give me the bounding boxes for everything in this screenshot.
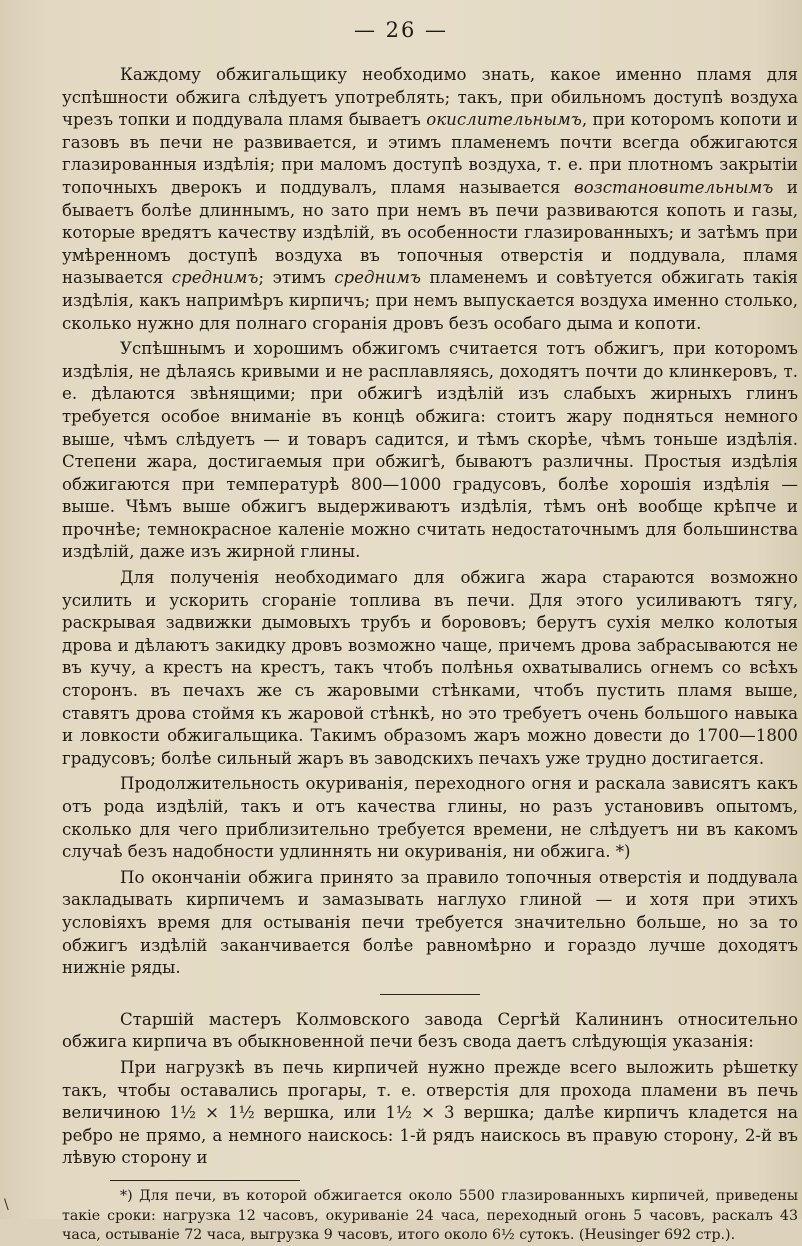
main-paragraphs xyxy=(62,64,798,980)
text-run: По окончаніи обжига принято за правило топочныя отверстія и поддувала закладывать кирпичемъ и замазывать наглухо глиной — и хотя при этихъ условіяхъ время для остыванія печи требуется значительно больше, но за то обжигъ издѣлій заканчивается болѣе равномѣрно и гораздо лучше доходятъ нижніе ряды. xyxy=(62,867,798,978)
edge-mark: \ xyxy=(4,1197,9,1213)
text-run: , при которомъ копоти и газовъ въ печи не развивается, и этимъ пламенемъ почти всегда обжигаются глазированныя издѣлія; при маломъ доступѣ воздуха, т. е. при плотномъ закрытіи топочныхъ дверокъ и поддувалъ, пламя называется xyxy=(62,110,798,197)
footnote: *) Для печи, въ которой обжигается около 5500 глазированныхъ кирпичей, приведены такіе сроки: нагрузка 12 часовъ, окуриваніе 24 часа, переходный огонь 5 часовъ, раскалъ 43 часа, остываніе 72 часа, выгрузка 9 часовъ, итого около 6½ сутокъ. (Heusinger 692 стр.). xyxy=(62,1187,798,1244)
section2-paragraph: При нагрузкѣ въ печь кирпичей нужно прежде всего выложить рѣшетку такъ, чтобы оставались прогары, т. е. отверстія для прохода пламени въ печь величиною 1½ × 1½ вершка, или 1½ × 3 вершка; далѣе кирпичъ кладется на ребро не прямо, а немного наискось: 1-й рядъ наискось въ правую сторону, 2-й въ лѣвую сторону и xyxy=(62,1057,798,1168)
italic-term: среднимъ xyxy=(334,268,421,288)
footnote-divider xyxy=(110,1180,300,1181)
text-run: Каждому обжигальщику необходимо знать, какое именно пламя для успѣшности обжига слѣдуетъ употреблять; такъ, при обильномъ доступѣ воздуха чрезъ топки и поддувала пламя бываетъ xyxy=(62,65,798,130)
page-number: — 26 — xyxy=(353,18,449,42)
italic-term: окислительнымъ xyxy=(426,110,582,130)
text-run: Успѣшнымъ и хорошимъ обжигомъ считается тотъ обжигъ, при которомъ издѣлія, не дѣлаясь кривыми и не расплавляясь, доходятъ почти до клинкеровъ, т. е. дѣлаются звѣнящими; при обжигѣ издѣлій изъ слабыхъ жирныхъ глинъ требуется особое вниманіе въ концѣ обжига: стоитъ жару подняться немного выше, чѣмъ слѣдуетъ — и товаръ садится, и тѣмъ скорѣе, чѣмъ тоньше издѣлія. Степени жара, достигаемыя при обжигѣ, бываютъ различны. Простыя издѣлія обжигаются при температурѣ 800—1000 градусовъ, болѣе хорошія издѣлія — выше. Чѣмъ выше обжигъ выдерживаютъ издѣлія, тѣмъ онѣ вообще крѣпче и прочнѣе; темнокрасное каленіе можно считать недостаточнымъ для большинства издѣлій, даже изъ жирной глины. xyxy=(62,339,798,562)
paragraph-3 xyxy=(62,567,798,770)
section2-intro: Старшій мастеръ Колмовского завода Сергѣй Калининъ относительно обжига кирпича въ обыкновенной печи безъ свода даетъ слѣдующія указанія: xyxy=(62,1009,798,1052)
paragraph-1 xyxy=(62,64,798,335)
paragraph-2 xyxy=(62,338,798,564)
paragraph-4 xyxy=(62,773,798,863)
text-run: пламенемъ и совѣтуется обжигать такія издѣлія, какъ напримѣръ кирпичъ; при немъ выпускается воздуха именно столько, сколько нужно для полнаго сгоранія дровъ безъ особаго дыма и копоти. xyxy=(62,268,799,333)
paragraph-5 xyxy=(62,867,798,980)
text-run: Для полученія необходимаго для обжига жара стараются возможно усилить и ускорить сгораніе топлива въ печи. Для этого усиливаютъ тягу, раскрывая задвижки дымовыхъ трубъ и борововъ; берутъ сухія мелко колотыя дрова и дѣлаютъ закидку дровъ возможно чаще, причемъ дрова забрасываются не въ кучу, а крестъ на крестъ, такъ чтобъ полѣнья охватывались огнемъ со всѣхъ сторонъ. въ печахъ же съ жаровыми стѣнками, чтобъ пустить пламя выше, ставятъ дрова стоймя къ жаровой стѣнкѣ, но это требуетъ очень большого навыка и ловкости обжигальщика. Такимъ образомъ жаръ можно довести до 1700—1800 градусовъ; болѣе сильный жаръ въ заводскихъ печахъ уже трудно достигается. xyxy=(62,568,798,768)
body-text xyxy=(62,64,798,1246)
text-run: и бываетъ болѣе длиннымъ, но зато при немъ въ печи развиваются копоть и газы, которые вредятъ качеству издѣлій, въ особенности глазированныхъ; и затѣмъ при умѣренномъ доступѣ воздуха въ топочныя отверстія и поддувала, пламя называется xyxy=(62,177,798,288)
italic-term: среднимъ xyxy=(171,268,259,288)
text-run: ; этимъ xyxy=(258,268,335,288)
section-divider xyxy=(380,994,480,995)
text-run: Продолжительность окуриванія, переходного огня и раскала зависятъ какъ отъ рода издѣлій, такъ и отъ качества глины, но разъ установивъ опытомъ, сколько для чего приблизительно требуется времени, не слѣдуетъ ни въ какомъ случаѣ безъ надобности удлиннять ни окуриванія, ни обжига. *) xyxy=(62,774,798,862)
italic-term: возстановительнымъ xyxy=(574,177,774,197)
